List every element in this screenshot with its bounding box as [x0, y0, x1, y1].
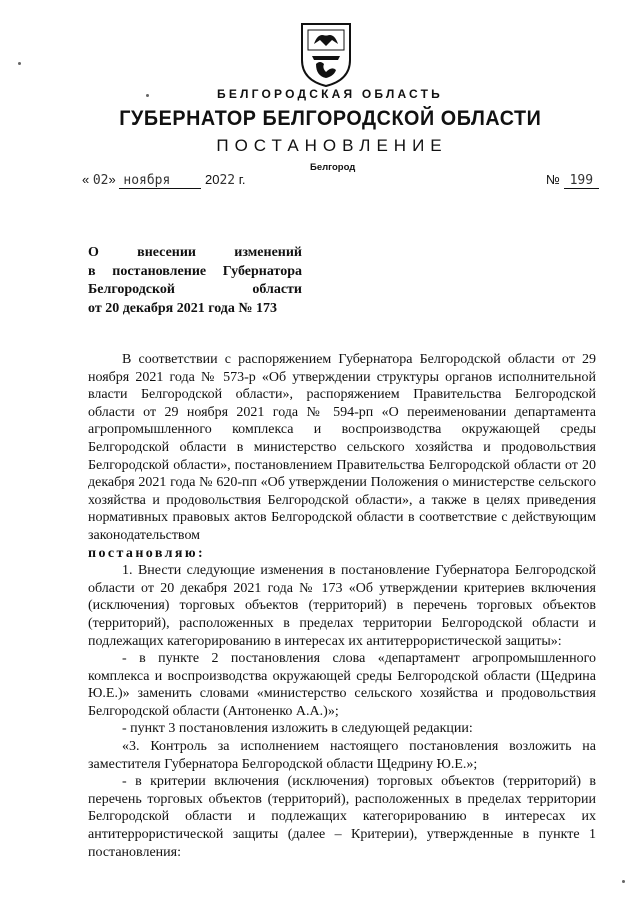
document-date	[82, 172, 246, 189]
coat-of-arms-emblem	[298, 20, 354, 88]
document-number	[546, 172, 599, 188]
subject-line: от 20 декабря 2021 года № 173	[88, 300, 277, 316]
date-open-quote: «	[82, 172, 90, 187]
date-year-suffix: 22	[219, 173, 236, 188]
document-subject	[88, 244, 302, 318]
body-paragraph: «3. Контроль за исполнением настоящего постановления возложить на заместителя Губернатора Белгородской области Щедрину Ю.Е.»;	[88, 739, 596, 772]
resolve-word: постановляю:	[88, 545, 206, 561]
authority-heading: ГУБЕРНАТОР БЕЛГОРОДСКОЙ ОБЛАСТИ	[119, 107, 542, 130]
number-value: 199	[564, 173, 599, 189]
body-paragraph: 1. Внести следующие изменения в постановление Губернатора Белгородской области от 20 декабря 2021 года № 173 «Об утверждении критериев включения (исключения) торговых объектов (территорий) в перечень торговых объектов (территорий), расположенных в пределах территории Белгородской области и подлежащих категорированию в интересах их антитеррористической защиты»:	[88, 563, 596, 649]
document-type-heading: ПОСТАНОВЛЕНИЕ	[216, 136, 448, 155]
preamble-paragraph: В соответствии с распоряжением Губернатора Белгородской области от 29 ноября 2021 года № 573-р «Об утверждении структуры органов исполнительной власти Белгородской области», распоряжением Правительства Белгородской области от 29 ноября 2021 года № 594-рп «О переименовании департамента агропромышленного комплекса и воспроизводства окружающей среды Белгородской области в министерство сельского хозяйства и продовольствия Белгородской области», постановлением Правительства Белгородской области от 20 декабря 2021 года № 620-пп «Об утверждении Положения о министерстве сельского хозяйства и продовольствия Белгородской области», а также в целях приведения нормативных правовых актов Белгородской области в соответствие с действующим законодательством	[88, 352, 596, 543]
scan-speck	[622, 880, 625, 883]
scan-speck	[18, 62, 21, 65]
date-close-quote: »	[108, 172, 116, 187]
city-label: Белгород	[310, 162, 356, 173]
date-year-unit: г.	[238, 172, 246, 187]
subject-line: в постановление Губернатора	[88, 263, 302, 279]
document-body	[88, 351, 596, 861]
region-heading: БЕЛГОРОДСКАЯ ОБЛАСТЬ	[217, 87, 443, 101]
date-year-prefix: 20	[205, 172, 220, 187]
number-label: №	[546, 172, 560, 187]
date-month: ноября	[119, 173, 201, 189]
date-day: 02	[92, 173, 109, 188]
body-paragraph: - в пункте 2 постановления слова «департамент агропромышленного комплекса и воспроизводства окружающей среды Белгородской области (Щедрина Ю.Е.)» заменить словами «министерство сельского хозяйства и продовольствия Белгородской области (Антоненко А.А.)»;	[88, 651, 596, 719]
scan-speck	[146, 94, 149, 97]
subject-line: О внесении изменений	[88, 245, 302, 260]
subject-line: Белгородской области	[88, 282, 302, 297]
body-paragraph: - пункт 3 постановления изложить в следующей редакции:	[122, 721, 473, 737]
body-paragraph: - в критерии включения (исключения) торговых объектов (территорий) в перечень торговых объектов (территорий), расположенных в пределах территории Белгородской области и подлежащих категорированию в интересах их антитеррористической защиты (далее – Критерии), утвержденные в пункте 1 постановления:	[88, 774, 596, 860]
